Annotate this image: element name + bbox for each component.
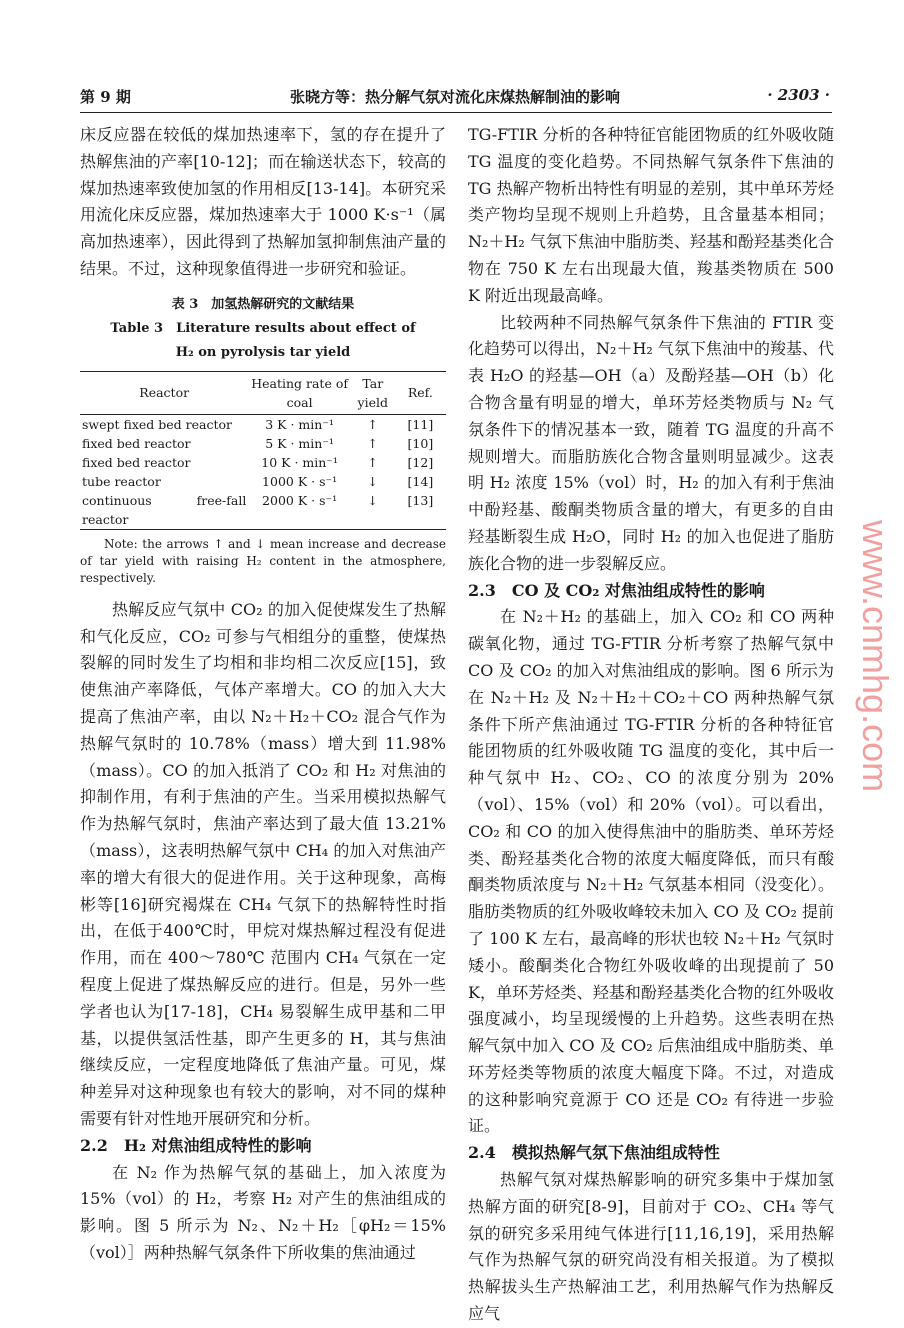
section-heading: 2.2 H₂ 对焦油组成特性的影响: [80, 1135, 312, 1155]
running-title: 张晓方等：热分解气氛对流化床煤热解制油的影响: [289, 88, 620, 106]
paragraph: 床反应器在较低的煤加热速率下，氢的存在提升了热解焦油的产率[10-12]；而在输送状态下，较高的煤加热速率致使加氢的作用相反[13-14]。本研究采用流化床反应器，煤加热速率大于 1000 K·s⁻¹（属高加热速率），因此得到了热解加氢抑制焦油产量的结果。不过，这种现象值得进一步研究和验证。: [80, 125, 446, 278]
table-cell: ↓: [367, 492, 379, 508]
table-cell: tube reactor: [82, 473, 161, 489]
table-cell: 1000 K · s⁻¹: [262, 473, 338, 489]
header-rule: [80, 112, 832, 113]
table-row: [80, 434, 446, 453]
table-cell: 3 K · min⁻¹: [265, 416, 334, 432]
paragraph: 热解气氛对煤热解影响的研究多集中于煤加氢热解方面的研究[8-9]，目前对于 CO₂、CH₄ 等气氛的研究多采用纯气体进行[11,16,19]，采用热解气作为热解气氛的研究尚没有相关报道。为了模拟热解拔头生产热解油工艺，利用热解气作为热解反应气: [468, 1170, 834, 1324]
paragraph: 比较两种不同热解气氛条件下焦油的 FTIR 变化趋势可以得出，N₂＋H₂ 气氛下焦油中的羧基、代表 H₂O 的羟基—OH（a）及酚羟基—OH（b）化合物含量有明显的增大，单环芳烃类物质与 N₂ 气氛条件下的情况基本一致，随着 TG 温度的升高不规则增大。而脂肪族化合物含量则明显减少。这表明 H₂ 浓度 15%（vol）时，H₂ 的加入有利于焦油中酚羟基、酸酮类物质含量的增大，有更多的自由羟基断裂生成 H₂O，同时 H₂ 的加入也促进了脂肪族化合物的进一步裂解反应。: [468, 312, 834, 573]
table-cell: [11]: [407, 416, 434, 432]
table-cell: ↓: [367, 473, 379, 489]
paragraph: 热解反应气氛中 CO₂ 的加入促使煤发生了热解和气化反应，CO₂ 可参与气相组分的重整，使煤热裂解的同时发生了均相和非均相二次反应[15]，致使焦油产率降低，气体产率增大。CO 的加入大大提高了焦油产率，由以 N₂＋H₂＋CO₂ 混合气作为热解气氛时的 10.78%（mass）增大到 11.98%（mass）。CO 的加入抵消了 CO₂ 和 H₂ 对焦油的抑制作用，有利于焦油的产生。当采用模拟热解气作为热解气氛时，焦油产率达到了最大值 13.21%（mass），这表明热解气氛中 CH₄ 的加入对焦油产率的增大有很大的促进作用。关于这种现象，高梅彬等[16]研究褐煤在 CH₄ 气氛下的热解特性时指出，在低于400℃时，甲烷对煤热解过程没有促进作用，而在 400～780℃ 范围内 CH₄ 气氛在一定程度上促进了煤热解反应的进行。但是，另外一些学者也认为[17-18]，CH₄ 易裂解生成甲基和二甲基，以提供氢活性基，即产生更多的 H，其与焦油继续反应，一定程度地降低了焦油产量。可见，煤种差异对这种现象也有较大的影响，对不同的煤种需要有针对性地开展研究和分析。: [80, 599, 446, 1128]
table-cell: [13]: [407, 492, 434, 508]
table-cell: [14]: [407, 473, 434, 489]
table-cell: 10 K · min⁻¹: [261, 454, 338, 470]
section-heading: 2.4 模拟热解气氛下焦油组成特性: [468, 1143, 720, 1163]
literature-table: [80, 371, 446, 530]
table-cell: continuous free-fall reactor: [82, 492, 247, 527]
table-cell: fixed bed reactor: [82, 454, 191, 470]
paragraph: TG-FTIR 分析的各种特征官能团物质的红外吸收随 TG 温度的变化趋势。不同热解气氛条件下焦油的 TG 热解产物析出特性有明显的差别，其中单环芳烃类产物均呈现不规则上升趋势，且含量基本相同；N₂＋H₂ 气氛下焦油中脂肪类、羟基和酚羟基类化合物在 750 K 左右出现最大值，羧基类物质在 500 K 附近出现最高峰。: [468, 125, 834, 305]
table-caption-en-2: H₂ on pyrolysis tar yield: [175, 344, 351, 360]
table-cell: 5 K · min⁻¹: [265, 435, 334, 451]
issue-number: 第 9 期: [80, 88, 131, 106]
paragraph: 在 N₂＋H₂ 的基础上，加入 CO₂ 和 CO 两种碳氧化物，通过 TG-FTIR 分析考察了热解气氛中 CO 及 CO₂ 的加入对焦油组成的影响。图 6 所示为在 N₂＋H₂ 及 N₂＋H₂＋CO₂＋CO 两种热解气氛条件下所产焦油通过 TG-FTIR 分析的各种特征官能团物质的红外吸收随 TG 温度的变化，其中后一种气氛中 H₂、CO₂、CO 的浓度分别为 20%（vol）、15%（vol）和 20%（vol）。可以看出，CO₂ 和 CO 的加入使得焦油中的脂肪类、单环芳烃类、酚羟基类化合物的浓度大幅度降低，而只有酸酮类物质浓度与 N₂＋H₂ 气氛基本相同（没变化）。脂肪类物质的红外吸收峰较未加入 CO 及 CO₂ 提前了 100 K 左右，最高峰的形状也较 N₂＋H₂ 气氛时矮小。酸酮类化合物红外吸收峰的出现提前了 50 K，单环芳烃类、羟基和酚羟基类化合物的红外吸收强度减小，均呈现缓慢的上升趋势。这些表明在热解气氛中加入 CO 及 CO₂ 后焦油组成中脂肪类、单环芳烃类等物质的浓度大幅度下降。不过，对造成的这种影响究竟源于 CO 还是 CO₂ 有待进一步验证。: [468, 607, 834, 1136]
paragraph: 在 N₂ 作为热解气氛的基础上，加入浓度为 15%（vol）的 H₂，考察 H₂ 对产生的焦油组成的影响。图 5 所示为 N₂、N₂＋H₂［φH₂＝15%（vol）］两种热解气氛条件下所收集的焦油通过: [80, 1162, 446, 1262]
table-cell: ↑: [367, 454, 379, 470]
col-header: Reactor: [80, 371, 248, 414]
table-cell: fixed bed reactor: [82, 435, 191, 451]
table-row: [80, 414, 446, 434]
table-caption-cn: 表 3 加氢热解研究的文献结果: [171, 296, 355, 312]
col-header: Tar yield: [351, 371, 395, 414]
table-cell: swept fixed bed reactor: [82, 416, 232, 432]
table-row: [80, 472, 446, 491]
table-cell: [12]: [407, 454, 434, 470]
table-cell: [10]: [407, 435, 434, 451]
table-caption-en: Table 3 Literature results about effect of: [110, 320, 416, 336]
watermark: www.cnmhg.com: [855, 520, 896, 793]
table-cell: ↑: [367, 416, 379, 432]
col-header: Ref.: [395, 371, 446, 414]
page-number: · 2303 ·: [767, 86, 830, 104]
table-caption: [80, 293, 446, 365]
right-column: [468, 122, 834, 1328]
table-row: [80, 453, 446, 472]
table-cell: ↑: [367, 435, 379, 451]
section-heading: 2.3 CO 及 CO₂ 对焦油组成特性的影响: [468, 580, 765, 600]
left-column: [80, 122, 446, 1267]
table-row: [80, 491, 446, 530]
running-header: [80, 86, 830, 110]
table-cell: 2000 K · s⁻¹: [262, 492, 338, 508]
table-note: Note: the arrows ↑ and ↓ mean increase and decrease of tar yield with raising H₂ content in the atmosphere, respectively.: [80, 536, 446, 585]
col-header: Heating rate of coal: [248, 371, 350, 414]
